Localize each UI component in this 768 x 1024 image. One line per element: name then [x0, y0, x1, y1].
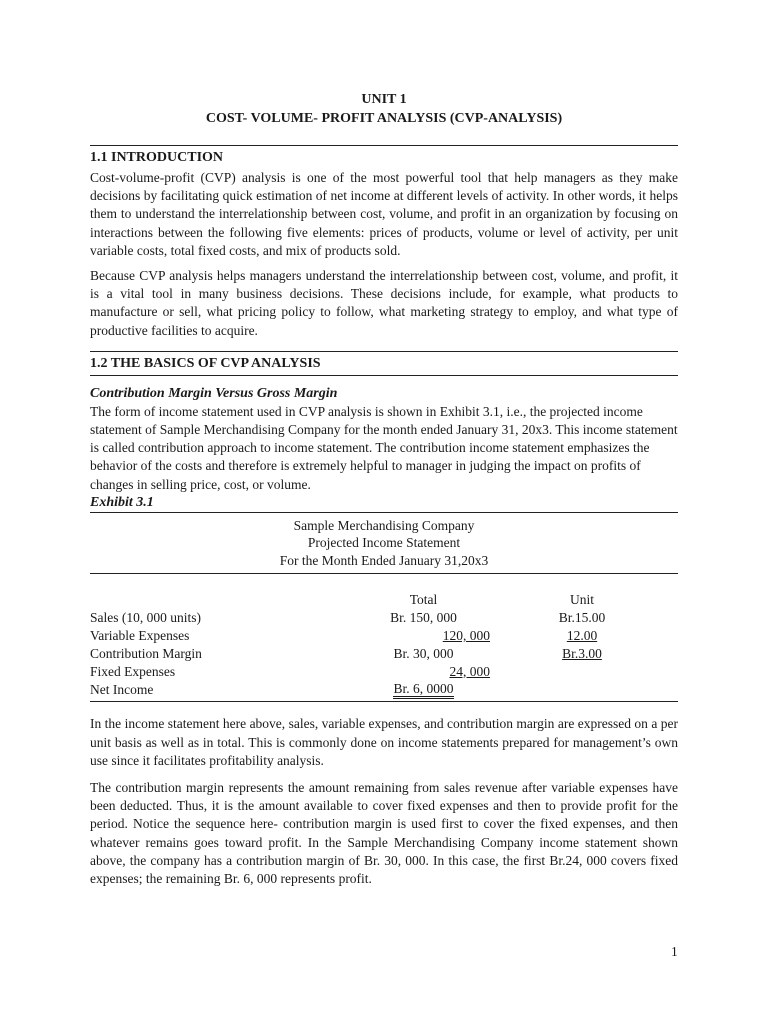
col-header-unit: Unit: [569, 592, 594, 608]
intro-paragraph-1: Cost-volume-profit (CVP) analysis is one of the most powerful tool that help managers as they make decisions by facilitating quick estimation of net income at different levels of activity. In other words, it helps them to understand the interrelationship between cost, volume, and profit in an organization by focusing on interactions between the following five elements: prices of products, volume or level of activity, per unit variable costs, total fixed costs, and mix of products sold.: [90, 170, 678, 258]
row-total: Br. 30, 000: [393, 645, 454, 661]
table-row: [90, 663, 678, 681]
section-rule: [90, 351, 678, 352]
table-row: [90, 627, 678, 645]
row-total: 120, 000: [442, 627, 490, 643]
row-label: Net Income: [90, 681, 154, 697]
after-exhibit-paragraph-2: The contribution margin represents the amount remaining from sales revenue after variable expenses have been deducted. Thus, it is the amount available to cover fixed expenses and then to provide profit for the period. Notice the sequence here- contribution margin is used first to cover the fixed expenses, and then whatever remains goes toward profit. In the Sample Merchandising Company income statement shown above, the company has a contribution margin of Br. 30, 000. In this case, the first Br.24, 000 covers fixed expenses; the remaining Br. 6, 000 represents profit.: [90, 779, 678, 886]
intro-paragraph-2: Because CVP analysis helps managers understand the interrelationship between cost, volume, and profit, it is a vital tool in many business decisions. These decisions include, for example, what products to manufacture or sell, what pricing policy to follow, what marketing strategy to employ, and what type of productive facilities to acquire.: [90, 268, 678, 338]
unit-title: UNIT 1: [361, 92, 407, 107]
exhibit-period: For the Month Ended January 31,20x3: [279, 552, 489, 568]
section-heading-introduction: 1.1 INTRODUCTION: [90, 150, 224, 165]
table-row: [90, 609, 678, 627]
row-unit: Br.3.00: [562, 645, 602, 661]
after-exhibit-paragraph-1: In the income statement here above, sales, variable expenses, and contribution margin are expressed on a per unit basis as well as in total. This is commonly done on income statements prepared for management’s own use since it facilitates profitability analysis.: [90, 716, 678, 768]
row-label: Sales (10, 000 units): [90, 610, 201, 626]
table-row: [90, 680, 678, 699]
subheading-contribution-margin: Contribution Margin Versus Gross Margin: [90, 385, 338, 401]
exhibit-header: [90, 513, 678, 574]
row-label: Variable Expenses: [90, 627, 190, 643]
row-total: Br. 150, 000: [390, 610, 457, 626]
exhibit-statement: Projected Income Statement: [307, 535, 461, 551]
table-header-row: [90, 591, 678, 609]
page-number: 1: [671, 944, 678, 959]
row-label: Contribution Margin: [90, 645, 202, 661]
income-statement-table: [90, 591, 678, 699]
unit-subtitle: COST- VOLUME- PROFIT ANALYSIS (CVP-ANALYSIS): [205, 111, 563, 126]
exhibit-label: Exhibit 3.1: [90, 494, 154, 510]
col-header-total: Total: [409, 592, 438, 608]
section-rule: [90, 145, 678, 146]
row-total: Br. 6, 0000: [393, 682, 453, 699]
row-unit: 12.00: [566, 627, 598, 643]
row-unit: Br.15.00: [558, 610, 606, 626]
row-label: Fixed Expenses: [90, 663, 176, 679]
exhibit-company: Sample Merchandising Company: [293, 517, 475, 533]
basics-paragraph: The form of income statement used in CVP analysis is shown in Exhibit 3.1, i.e., the projected income statement of Sample Merchandising Company for the month ended January 31, 20x3. This income statement is called contribution approach to income statement. The contribution income statement emphasizes the behavior of the costs and therefore is extremely helpful to manager in judging the impact on profits of changes in selling price, cost, or volume.: [90, 403, 678, 492]
row-total: 24, 000: [449, 663, 490, 679]
document-page: [90, 90, 678, 888]
table-row: [90, 645, 678, 663]
section-heading-basics: 1.2 THE BASICS OF CVP ANALYSIS: [90, 355, 321, 371]
